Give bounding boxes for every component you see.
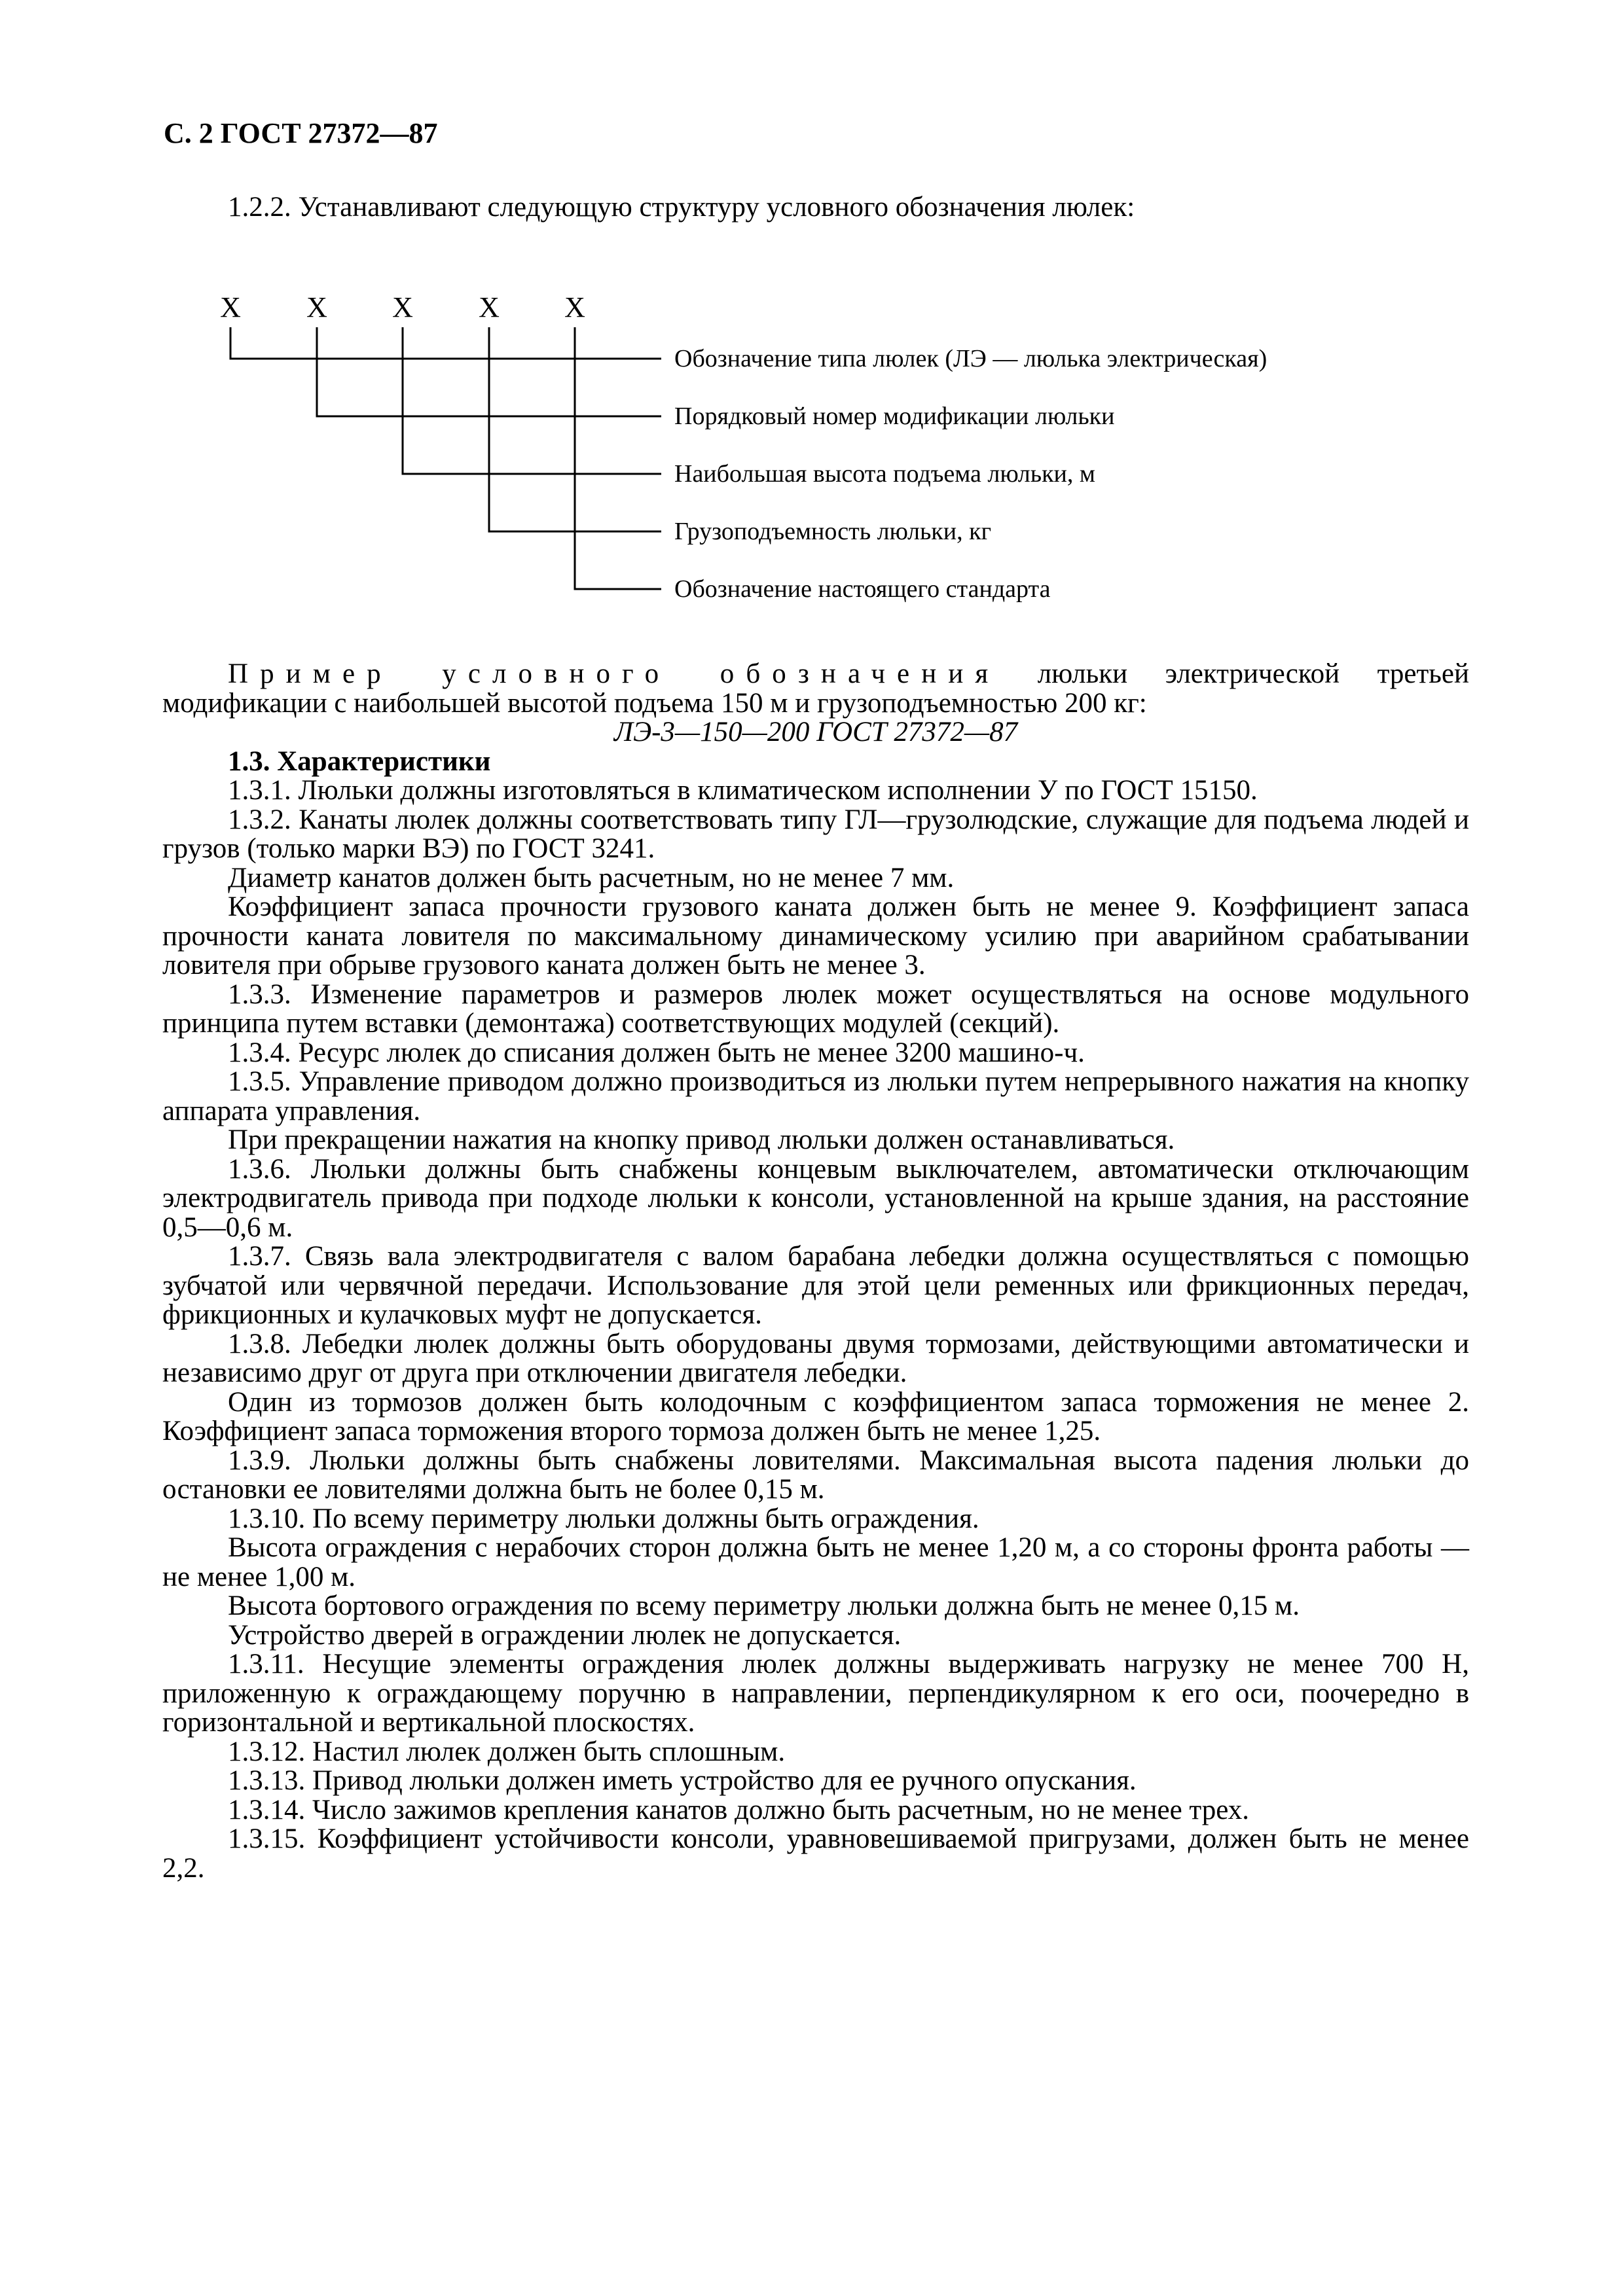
diagram-x-letter: X bbox=[306, 291, 327, 323]
body-paragraph: 1.3.12. Настил люлек должен быть сплошным. bbox=[228, 1736, 786, 1767]
diagram-connector-line bbox=[403, 327, 661, 474]
body-paragraph: Коэффициент запаса прочности грузового каната должен быть не менее 9. Коэффициент запаса прочности каната ловителя по максимальному динамическому усилию при аварийном срабатывании ловителя при обрыве грузового каната должен быть не менее 3. bbox=[162, 891, 1469, 980]
section-heading: 1.3. Характеристики bbox=[228, 745, 491, 777]
example-paragraph bbox=[162, 660, 1469, 718]
body-paragraph: 1.3.8. Лебедки люлек должны быть оборудованы двумя тормозами, действующими автоматически и независимо друг от друга при отключении двигателя лебедки. bbox=[162, 1328, 1469, 1388]
diagram-label: Обозначение настоящего стандарта bbox=[674, 575, 1051, 603]
diagram-label: Обозначение типа люлек (ЛЭ — люлька электрическая) bbox=[674, 345, 1267, 372]
body-paragraph: Высота бортового ограждения по всему периметру люльки должна быть не менее 0,15 м. bbox=[228, 1590, 1300, 1621]
body-paragraph: 1.3.14. Число зажимов крепления канатов должно быть расчетным, но не менее трех. bbox=[228, 1794, 1249, 1825]
diagram-x-letter: X bbox=[564, 291, 585, 323]
body-paragraph: 1.3.1. Люльки должны изготовляться в климатическом исполнении У по ГОСТ 15150. bbox=[228, 775, 1258, 806]
body-paragraph: 1.3.6. Люльки должны быть снабжены концевым выключателем, автоматически отключающим электродвигатель привода при подходе люльки к консоли, установленной на крыше здания, на расстояние 0,5—0,6 м. bbox=[162, 1153, 1469, 1243]
body-paragraph: 1.3.13. Привод люльки должен иметь устройство для ее ручного опускания. bbox=[228, 1765, 1137, 1796]
body-paragraph: 1.3.15. Коэффициент устойчивости консоли, уравновешиваемой пригрузами, должен быть не менее 2,2. bbox=[162, 1823, 1469, 1884]
body-paragraph: 1.3.2. Канаты люлек должны соответствовать типу ГЛ—грузолюдские, служащие для подъема людей и грузов (только марки ВЭ) по ГОСТ 3241. bbox=[162, 804, 1469, 864]
designation-structure-diagram bbox=[0, 0, 1623, 655]
diagram-labels bbox=[674, 345, 1267, 603]
example-spaced-phrase: Пример условного обозначения bbox=[228, 658, 1000, 689]
body-paragraph: При прекращении нажатия на кнопку привод люльки должен останавливаться. bbox=[228, 1124, 1175, 1155]
diagram-x-letter: X bbox=[220, 291, 241, 323]
diagram-label: Грузоподъемность люльки, кг bbox=[674, 518, 992, 545]
body-paragraph: Устройство дверей в ограждении люлек не допускается. bbox=[228, 1619, 902, 1651]
example-designation: ЛЭ-3—150—200 ГОСТ 27372—87 bbox=[613, 717, 1018, 747]
document-body bbox=[162, 660, 1469, 1883]
diagram-connector-line bbox=[230, 327, 661, 359]
body-paragraph: 1.3.7. Связь вала электродвигателя с валом барабана лебедки должна осуществляться с помощью зубчатой или червячной передачи. Использование для этой цели ременных или фрикционных передач, фрикционных и кулачковых муфт не допускается. bbox=[162, 1241, 1469, 1330]
intro-paragraph: 1.2.2. Устанавливают следующую структуру условного обозначения люлек: bbox=[228, 192, 1135, 223]
body-paragraph: 1.3.10. По всему периметру люльки должны быть ограждения. bbox=[228, 1503, 979, 1534]
diagram-x-letters bbox=[220, 291, 585, 323]
diagram-connector-line bbox=[575, 327, 661, 589]
body-paragraph: 1.3.4. Ресурс люлек до списания должен быть не менее 3200 машино-ч. bbox=[228, 1037, 1085, 1068]
body-paragraph: Диаметр канатов должен быть расчетным, но не менее 7 мм. bbox=[228, 862, 955, 893]
diagram-x-letter: X bbox=[392, 291, 413, 323]
diagram-label: Порядковый номер модификации люльки bbox=[674, 403, 1115, 430]
example-rest: люльки электрической третьей модификации с наибольшей высотой подъема 150 м и грузоподъемностью 200 кг: bbox=[162, 658, 1469, 719]
body-paragraph: 1.3.3. Изменение параметров и размеров люлек может осуществляться на основе модульного принципа путем вставки (демонтажа) соответствующих модулей (секций). bbox=[162, 978, 1469, 1039]
body-paragraph: 1.3.5. Управление приводом должно производиться из люльки путем непрерывного нажатия на кнопку аппарата управления. bbox=[162, 1066, 1469, 1126]
diagram-label: Наибольшая высота подъема люльки, м bbox=[674, 460, 1095, 488]
body-paragraph: 1.3.9. Люльки должны быть снабжены ловителями. Максимальная высота падения люльки до остановки ее ловителями должна быть не более 0,15 м. bbox=[162, 1444, 1469, 1505]
body-paragraph: Один из тормозов должен быть колодочным с коэффициентом запаса торможения не менее 2. Коэффициент запаса торможения второго тормоза должен быть не менее 1,25. bbox=[162, 1386, 1469, 1446]
body-paragraph: Высота ограждения с нерабочих сторон должна быть не менее 1,20 м, а со стороны фронта работы — не менее 1,00 м. bbox=[162, 1532, 1469, 1592]
page-header: С. 2 ГОСТ 27372—87 bbox=[164, 117, 438, 149]
diagram-x-letter: X bbox=[479, 291, 500, 323]
diagram-lines bbox=[230, 327, 661, 589]
body-paragraph: 1.3.11. Несущие элементы ограждения люлек должны выдерживать нагрузку не менее 700 Н, приложенную к ограждающему поручню в направлении, перпендикулярном к его оси, поочередно в горизонтальной и вертикальной плоскостях. bbox=[162, 1649, 1469, 1738]
paragraph-list bbox=[162, 747, 1469, 1884]
